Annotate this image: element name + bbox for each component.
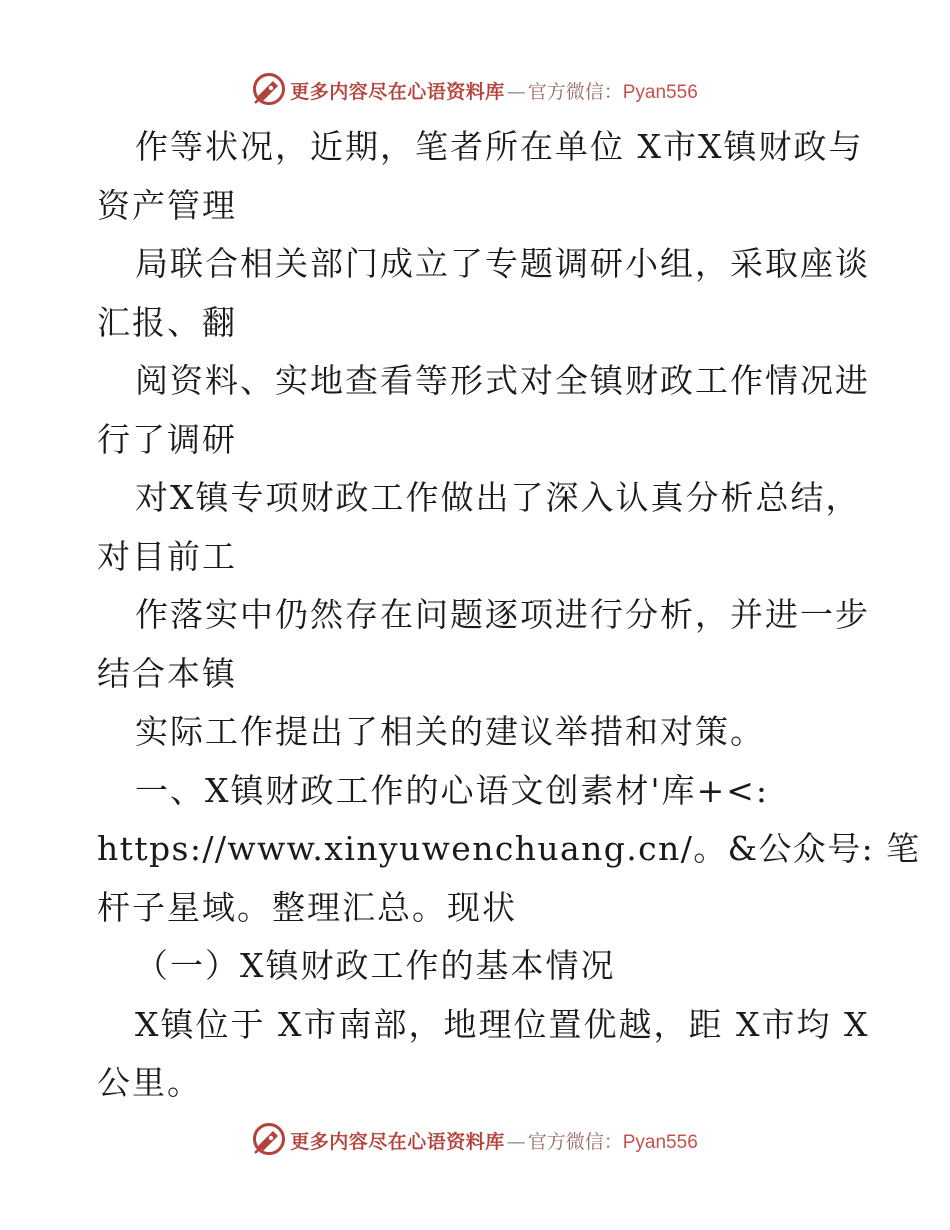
banner-main-text: 更多内容尽在心语资料库 [290, 1130, 505, 1153]
document-body [97, 118, 921, 1113]
body-line: 局联合相关部门成立了专题调研小组，采取座谈 [135, 244, 870, 283]
body-line: 作等状况，近期，笔者所在单位 X市X镇财政与 [135, 127, 864, 166]
header-banner [0, 70, 950, 110]
pen-nib-logo-icon [252, 1122, 286, 1156]
body-line: 汇报、翻 [97, 302, 237, 342]
banner-wechat-id: Pyan556 [622, 1131, 698, 1153]
body-line: 杆子星域。整理汇总。现状 [97, 887, 517, 927]
pen-nib-logo-icon [252, 72, 286, 106]
banner-separator: — [506, 80, 526, 103]
body-line: 资产管理 [97, 185, 237, 225]
body-line: 行了调研 [97, 419, 237, 459]
body-line: 对X镇专项财政工作做出了深入认真分析总结， [135, 478, 861, 517]
body-line: 阅资料、实地查看等形式对全镇财政工作情况进 [135, 361, 870, 400]
body-line: 结合本镇 [97, 653, 237, 693]
banner-label: 官方微信： [527, 80, 623, 103]
banner-separator: — [506, 1130, 526, 1153]
footer-banner [0, 1120, 950, 1160]
body-line: 公里。 [97, 1063, 202, 1102]
body-line: 作落实中仍然存在问题逐项进行分析，并进一步 [135, 595, 870, 634]
body-line: X镇位于 X市南部，地理位置优越，距 X市均 X [135, 1004, 870, 1044]
banner-label: 官方微信： [527, 1130, 623, 1153]
banner-main-text: 更多内容尽在心语资料库 [290, 80, 505, 103]
body-line: https://www.xinyuwenchuang.cn/。&公众号: 笔 [97, 829, 921, 868]
section-heading: 一、X镇财政工作的心语文创素材'库+<: [135, 770, 769, 810]
subsection-heading: （一）X镇财政工作的基本情况 [135, 946, 616, 985]
body-line: 对目前工 [97, 536, 237, 576]
banner-wechat-id: Pyan556 [622, 81, 698, 103]
body-line: 实际工作提出了相关的建议举措和对策。 [135, 712, 765, 751]
